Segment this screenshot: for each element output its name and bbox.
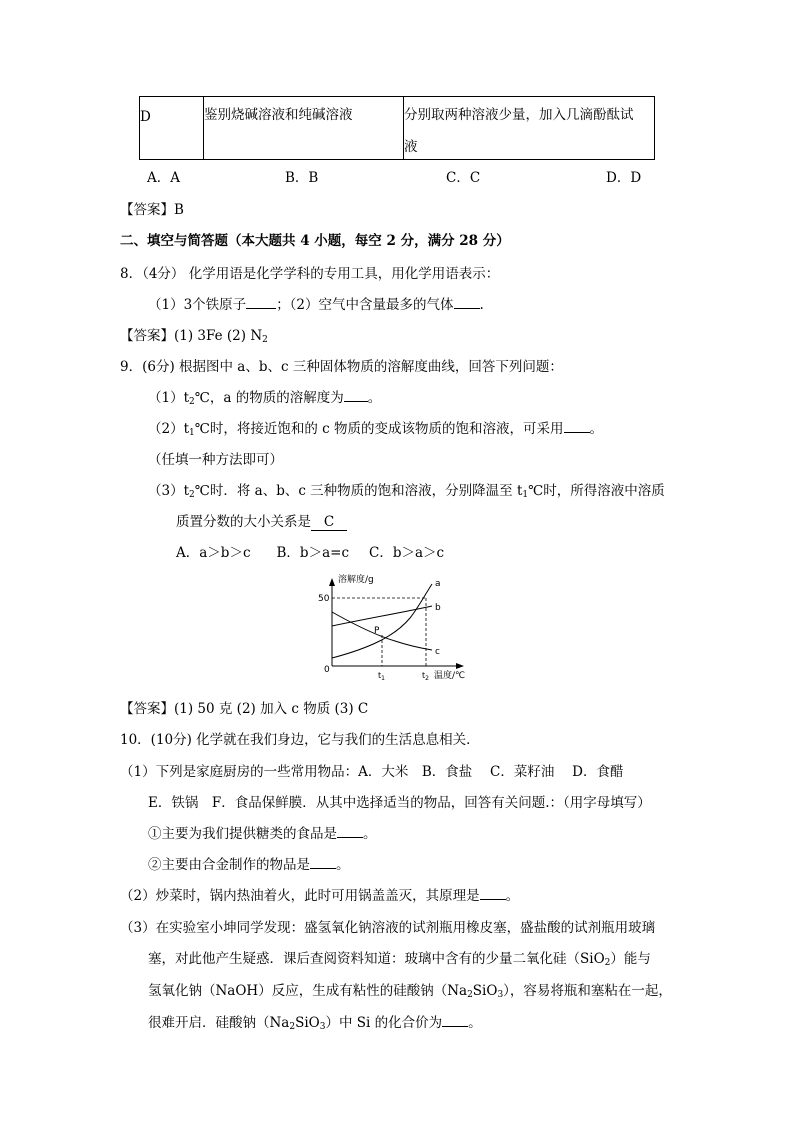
q9-part3: $(3)t_2℃$时．将 a、b、c 三种物质的饱和溶液，分别降温至 $t_1℃$时，所得溶液中溶质	[148, 483, 665, 500]
q10-part3-line3: 氢氧化钠（NaOH）反应，生成有粘性的硅酸钠$(Na_2SiO_3)$，容易将瓶和塞粘在一起，	[148, 983, 672, 1000]
q10-part3-line2: 塞，对此他产生疑惑．课后查阅资料知道：玻璃中含有的少量二氧化硅（SiO$_2$）能与	[148, 951, 651, 968]
options-table	[139, 96, 655, 160]
section-title: 二、填空与简答题（本大题共 4 小题，每空 2 分，满分 28 分）	[120, 233, 510, 249]
t1-label: $t_1$	[378, 671, 385, 682]
q8-answer: 【答案】(1) 3Fe (2) $N_2$	[120, 328, 268, 345]
table-row	[140, 97, 655, 160]
q9-stem: 9．(6分) 根据图中 a、b、c 三种固体物质的溶解度曲线，回答下列问题：	[120, 359, 563, 375]
curve-b-label: b	[435, 603, 441, 613]
q7-choice-a: A．A	[147, 170, 180, 186]
t2-label: $t_2$	[422, 671, 429, 682]
q9-options: A．a＞b＞c B．b＞a=c C．b＞a＞c	[176, 545, 445, 561]
x-axis-label: 温度/℃	[434, 671, 466, 681]
q9-part3-line2: 质置分数的大小关系是 C	[176, 510, 347, 531]
q8-stem: 8．（4分） 化学用语是化学学科的专用工具，用化学用语表示：	[120, 266, 500, 282]
q10-part1-line1: （1）下列是家庭厨房的一些常用物品：A．大米 B．食盐 C．菜籽油 D．食醋	[120, 764, 624, 780]
q7-choice-c: C．C	[446, 170, 481, 186]
q9-part1: $(1)t_2℃$，a 的物质的溶解度为 。	[148, 390, 382, 407]
solubility-graph	[310, 570, 470, 682]
table-cell-label: D	[140, 97, 204, 160]
curve-c-label: c	[435, 647, 440, 657]
q10-stem: 10．(10分) 化学就在我们身边，它与我们的生活息息相关．	[120, 732, 480, 748]
table-cell-method: 分别取两种溶液少量，加入几滴酚酞试 液	[404, 97, 655, 160]
origin-label: 0	[324, 665, 330, 675]
q7-answer: 【答案】B	[120, 202, 184, 218]
q9-answer: 【答案】(1) 50 克 (2) 加入 c 物质 (3) C	[120, 701, 369, 717]
q10-part1-q2: ②主要由合金制作的物品是 。	[148, 857, 350, 873]
y-axis-arrow	[329, 578, 335, 586]
q7-choice-d: D．D	[606, 170, 642, 186]
q10-part2: （2）炒菜时，锅内热油着火，此时可用锅盖盖灭，其原理是 。	[120, 888, 520, 904]
q9-part2-note: （任填一种方法即可）	[148, 452, 283, 468]
y-axis-label: 溶解度/g	[338, 575, 374, 585]
table-cell-question: 鉴别烧碱溶液和纯碱溶液	[204, 97, 404, 160]
curve-c	[332, 612, 432, 650]
x-axis-arrow	[456, 663, 464, 669]
q8-line1: （1）3个铁原子 ；（2）空气中含量最多的气体 .	[148, 297, 484, 313]
q10-part1-line2: E．铁锅 F．食品保鲜膜．从其中选择适当的物品，回答有关问题.：（用字母填写）	[148, 795, 651, 811]
q10-part3-line4: 很难开启．硅酸钠$(Na_2SiO_3)$中 Si 的化合价为 。	[148, 1015, 482, 1032]
q10-part1-q1: ①主要为我们提供糖类的食品是 。	[148, 826, 377, 842]
y-50-label: 50	[318, 594, 330, 604]
curve-a-label: a	[435, 579, 441, 589]
point-p-label: P	[374, 626, 380, 636]
curve-b	[332, 606, 432, 626]
q9-part2: $(2)t_1℃$时，将接近饱和的 c 物质的变成该物质的饱和溶液，可采用 。	[148, 421, 603, 438]
q10-part3-line1: （3）在实验室小坤同学发现：盛氢氧化钠溶液的试剂瓶用橡皮塞，盛盐酸的试剂瓶用玻璃	[120, 920, 656, 936]
q7-choice-b: B．B	[285, 170, 319, 186]
